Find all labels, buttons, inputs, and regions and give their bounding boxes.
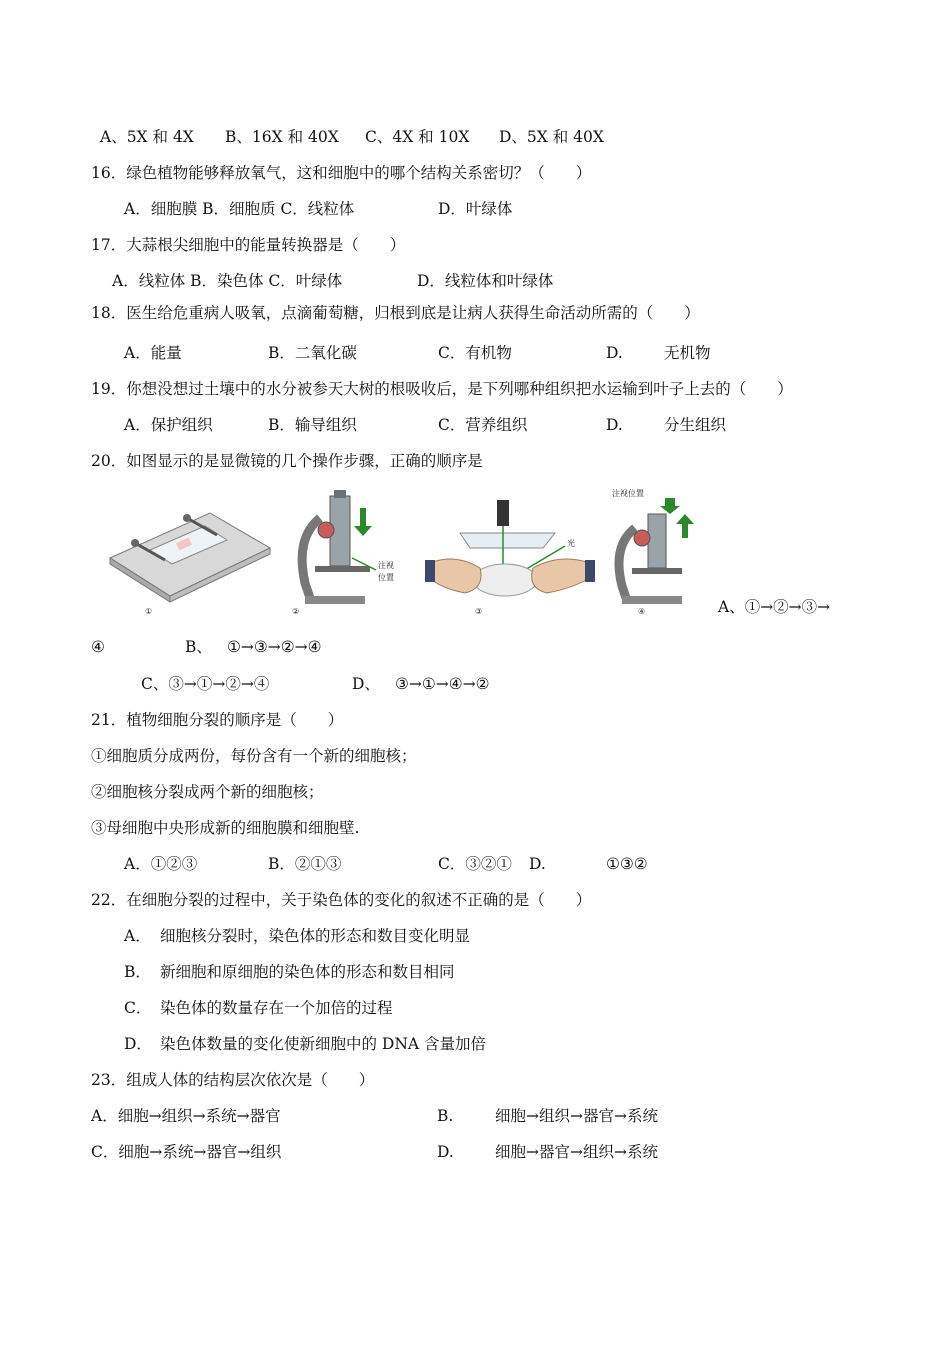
q22-option-d-letter: D． <box>124 1035 152 1053</box>
q23-stem: 23．组成人体的结构层次依次是（ ） <box>91 1071 375 1089</box>
q20-option-b-letter: B、 <box>185 638 212 656</box>
q22-option-d: 染色体数量的变化使新细胞中的 DNA 含量加倍 <box>160 1035 487 1053</box>
q22-option-c: 染色体的数量存在一个加倍的过程 <box>160 999 393 1017</box>
q21-stem: 21．植物细胞分裂的顺序是（ ） <box>91 711 344 729</box>
q20-option-d: ③→①→④→② <box>395 675 490 693</box>
figure-step-4 <box>610 488 710 618</box>
q17-option-d: D．线粒体和叶绿体 <box>417 272 554 290</box>
q23-option-d: 细胞→器官→组织→系统 <box>495 1143 658 1161</box>
q21-option-d-letter: D. <box>529 855 546 873</box>
q19-option-a: A．保护组织 <box>124 416 213 434</box>
q15-option-c: C、4X 和 10X <box>365 128 470 146</box>
q20-option-a: A、①→②→③→ <box>718 598 831 616</box>
q18-option-d: 无机物 <box>664 344 711 362</box>
q21-statement-2: ②细胞核分裂成两个新的细胞核； <box>91 783 324 801</box>
q22-option-b: 新细胞和原细胞的染色体的形态和数目相同 <box>160 963 455 981</box>
q21-statement-3: ③母细胞中央形成新的细胞膜和细胞壁. <box>91 819 360 837</box>
figure-label-3: ③ <box>475 607 483 616</box>
q18-option-d-letter: D. <box>606 344 623 362</box>
q22-option-b-letter: B． <box>124 963 151 981</box>
q21-option-c: C．③②① <box>438 855 512 873</box>
figure-text-observe-position: 注视位置 <box>612 489 644 498</box>
q18-option-b: B．二氧化碳 <box>268 344 357 362</box>
q20-stem: 20．如图显示的是显微镜的几个操作步骤，正确的顺序是 <box>91 452 483 470</box>
q22-option-a-letter: A． <box>124 927 151 945</box>
q18-option-c: C．有机物 <box>438 344 512 362</box>
q16-option-d: D．叶绿体 <box>438 200 513 218</box>
q23-option-d-letter: D. <box>437 1143 454 1161</box>
figure-text-light: 光 <box>567 539 575 548</box>
figure-step-2 <box>290 488 410 618</box>
figure-text-position: 位置 <box>378 573 394 582</box>
q21-statement-1: ①细胞质分成两份，每份含有一个新的细胞核； <box>91 747 417 765</box>
q16-stem: 16．绿色植物能够释放氧气，这和细胞中的哪个结构关系密切？（ ） <box>91 164 592 182</box>
figure-text-observe: 注视 <box>378 561 394 570</box>
q19-stem: 19．你想没想过土壤中的水分被参天大树的根吸收后，是下列哪种组织把水运输到叶子上去的（ ） <box>91 380 793 398</box>
q20-option-b: ①→③→②→④ <box>227 638 322 656</box>
q22-stem: 22．在细胞分裂的过程中，关于染色体的变化的叙述不正确的是（ ） <box>91 891 592 909</box>
figure-label-1: ① <box>145 607 153 616</box>
figure-label-2: ② <box>292 607 300 616</box>
q23-option-b: 细胞→组织→器官→系统 <box>495 1107 658 1125</box>
q22-option-a: 细胞核分裂时，染色体的形态和数目变化明显 <box>160 927 471 945</box>
q18-option-a: A．能量 <box>124 344 182 362</box>
q17-options-abc: A．线粒体 B．染色体 C．叶绿体 <box>112 272 343 290</box>
q23-option-c: C．细胞→系统→器官→组织 <box>91 1143 282 1161</box>
q19-option-b: B．输导组织 <box>268 416 357 434</box>
q21-option-a: A．①②③ <box>124 855 198 873</box>
q20-option-d-letter: D、 <box>352 675 380 693</box>
q20-option-a-cont: ④ <box>91 638 105 656</box>
q15-option-a: A、5X 和 4X <box>100 128 194 146</box>
q22-option-c-letter: C． <box>124 999 152 1017</box>
figure-step-1 <box>105 488 275 618</box>
figure-step-3 <box>425 488 595 618</box>
q21-option-b: B．②①③ <box>268 855 342 873</box>
q23-option-a: A．细胞→组织→系统→器官 <box>91 1107 281 1125</box>
q19-option-c: C．营养组织 <box>438 416 528 434</box>
q23-option-b-letter: B. <box>437 1107 454 1125</box>
q15-option-d: D、5X 和 40X <box>499 128 604 146</box>
q19-option-d: 分生组织 <box>664 416 727 434</box>
q21-option-d: ①③② <box>606 855 648 873</box>
q15-option-b: B、16X 和 40X <box>225 128 339 146</box>
q19-option-d-letter: D. <box>606 416 623 434</box>
q16-options-abc: A．细胞膜 B．细胞质 C．线粒体 <box>124 200 355 218</box>
figure-label-4: ④ <box>638 607 646 616</box>
q20-option-c: C、③→①→②→④ <box>141 675 270 693</box>
q18-stem: 18．医生给危重病人吸氧，点滴葡萄糖，归根到底是让病人获得生命活动所需的（ ） <box>91 304 700 322</box>
q17-stem: 17．大蒜根尖细胞中的能量转换器是（ ） <box>91 236 406 254</box>
